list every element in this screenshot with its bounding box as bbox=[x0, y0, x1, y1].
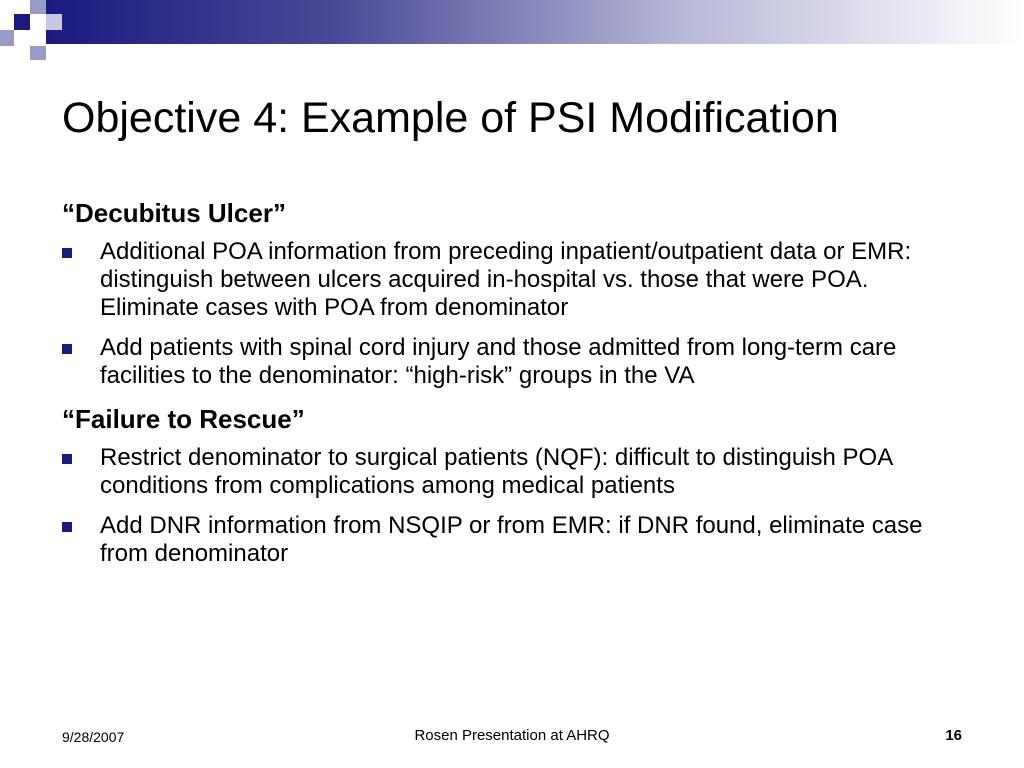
bullet-item bbox=[62, 238, 962, 322]
square-bullet-icon bbox=[62, 454, 72, 464]
decor-square bbox=[14, 14, 30, 30]
footer-date: 9/28/2007 bbox=[62, 729, 125, 745]
bullet-item bbox=[62, 334, 962, 390]
bullet-list bbox=[62, 444, 962, 568]
header-gradient-bar bbox=[46, 0, 1024, 44]
square-bullet-icon bbox=[62, 248, 72, 258]
decor-square bbox=[30, 46, 46, 60]
bullet-item bbox=[62, 512, 962, 568]
bullet-text: Restrict denominator to surgical patients (NQF): difficult to distinguish POA conditions from complications among medical patients bbox=[100, 444, 892, 499]
decor-square bbox=[46, 14, 62, 30]
decor-square bbox=[14, 30, 30, 46]
bullet-text: Add patients with spinal cord injury and those admitted from long-term care facilities to the denominator: “high-risk” groups in the VA bbox=[100, 334, 897, 389]
footer-presentation-title: Rosen Presentation at AHRQ bbox=[414, 727, 610, 744]
square-bullet-icon bbox=[62, 522, 72, 532]
square-bullet-icon bbox=[62, 344, 72, 354]
bullet-text: Additional POA information from preceding inpatient/outpatient data or EMR: distinguish between ulcers acquired in-hospital vs. those that were POA. Eliminate cases with POA from denominator bbox=[100, 238, 912, 321]
decor-square bbox=[30, 0, 46, 14]
slide-title: Objective 4: Example of PSI Modification bbox=[62, 94, 839, 142]
bullet-item bbox=[62, 444, 962, 500]
bullet-text: Add DNR information from NSQIP or from EMR: if DNR found, eliminate case from denominator bbox=[100, 512, 923, 567]
decor-square bbox=[0, 30, 14, 46]
slide-body bbox=[62, 196, 962, 580]
section-heading-failure-to-rescue: “Failure to Rescue” bbox=[62, 404, 305, 434]
slide-number: 16 bbox=[945, 727, 962, 744]
section-heading-decubitus-ulcer: “Decubitus Ulcer” bbox=[62, 198, 286, 228]
bullet-list bbox=[62, 238, 962, 390]
